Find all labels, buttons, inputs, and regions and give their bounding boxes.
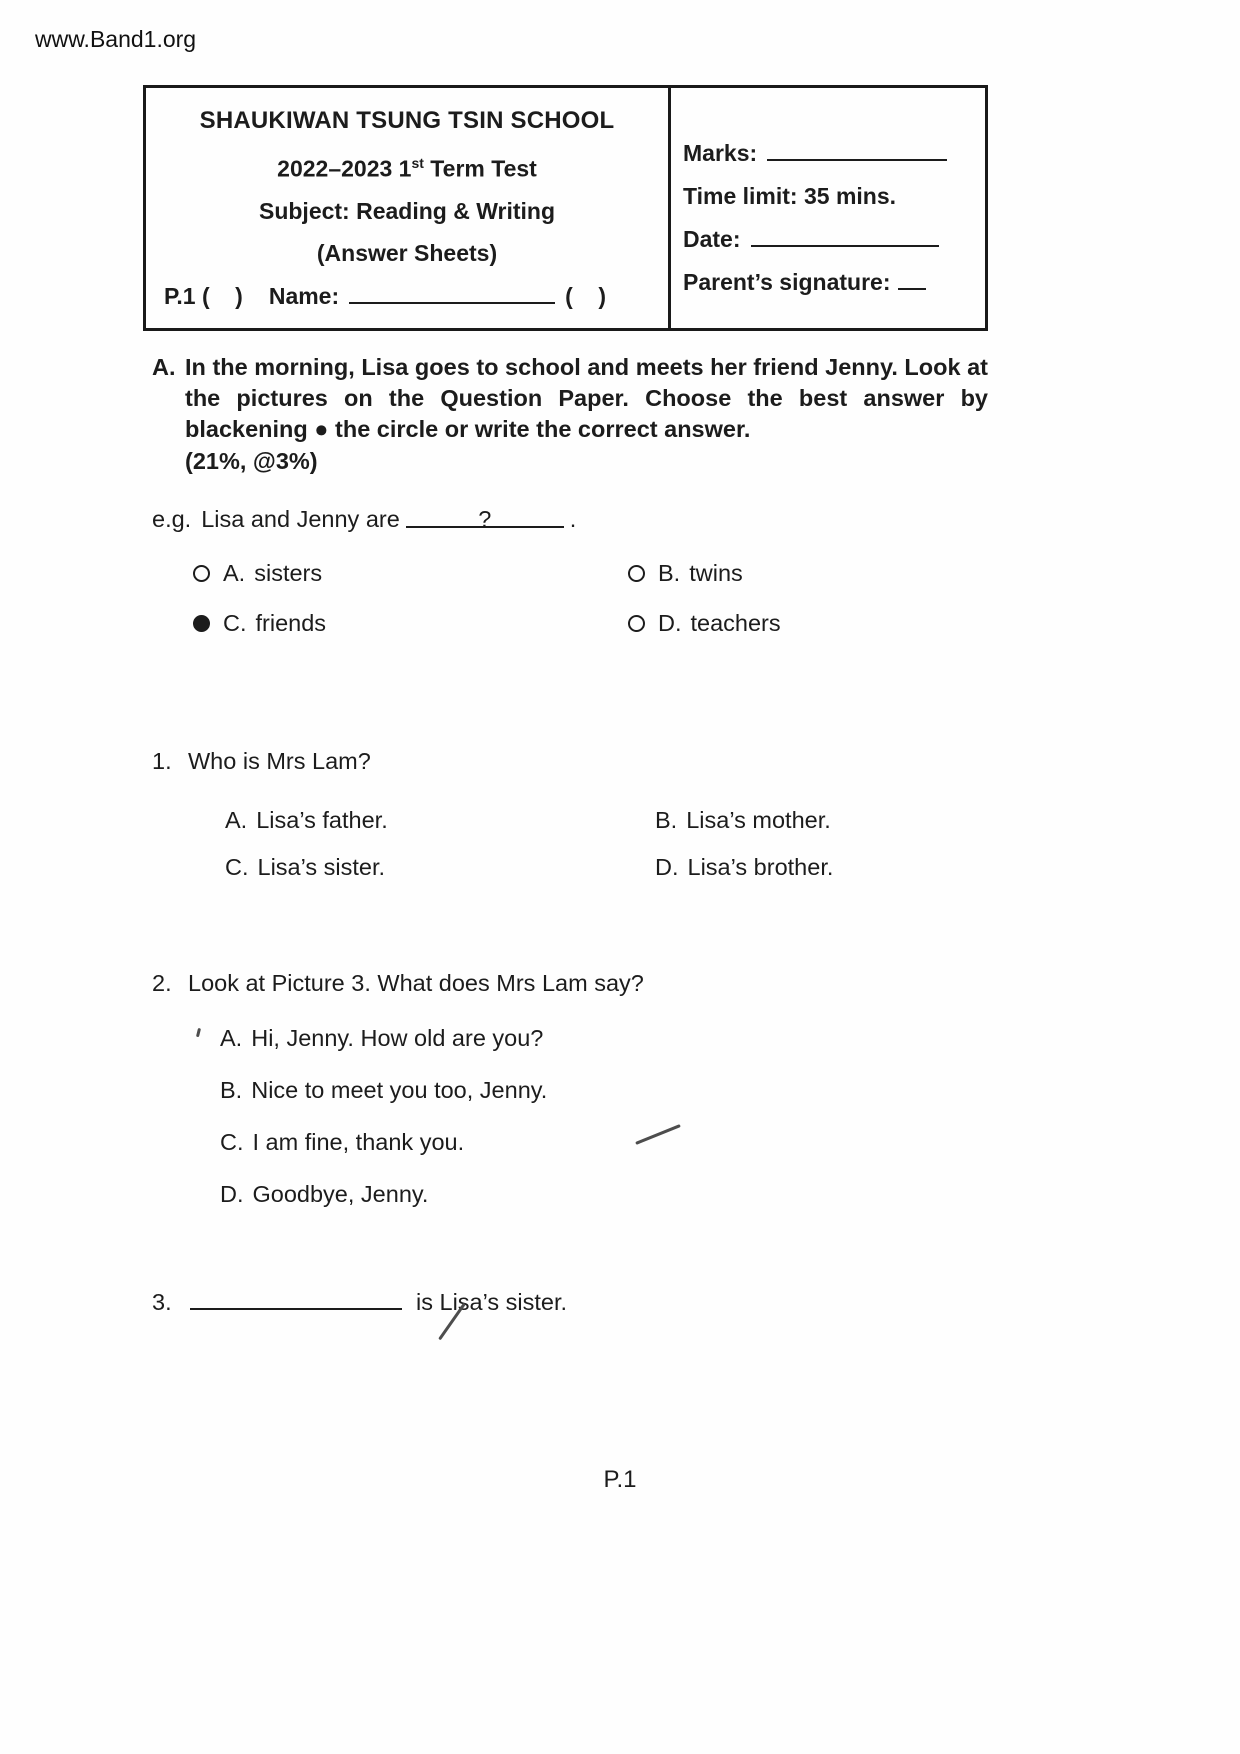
sheet-type-line: (Answer Sheets) xyxy=(316,239,498,266)
option-text: Lisa’s mother. xyxy=(686,807,831,833)
question-1-option-b xyxy=(655,806,833,835)
page-number-footer: P.1 xyxy=(603,1466,637,1493)
term-suffix: Term Test xyxy=(423,155,537,182)
header-left-panel xyxy=(146,88,668,328)
example-options xyxy=(193,559,781,638)
site-watermark: www.Band1.org xyxy=(35,26,197,52)
option-letter: B. xyxy=(220,1077,243,1103)
term-title xyxy=(146,148,668,184)
time-limit-row xyxy=(683,181,975,211)
answer-circle-a xyxy=(193,565,210,582)
question-1-option-d xyxy=(655,853,833,882)
example-stem: Lisa and Jenny are xyxy=(201,506,400,532)
option-text: friends xyxy=(255,610,327,636)
option-letter: B. xyxy=(658,560,681,586)
term-prefix: 2022–2023 1 xyxy=(277,155,412,182)
question-text: is Lisa’s sister. xyxy=(416,1289,568,1315)
section-marks-note: (21%, @3%) xyxy=(185,448,318,474)
example-stem-row xyxy=(152,506,781,533)
question-2-option-d xyxy=(220,1180,644,1209)
example-option-b xyxy=(628,559,781,588)
signature-blank xyxy=(898,268,926,290)
class-number-label: ( ) xyxy=(565,282,607,309)
question-3-stem xyxy=(152,1288,567,1316)
option-letter: C. xyxy=(220,1129,244,1155)
question-2-option-a xyxy=(220,1024,644,1053)
example-answer-blank: ? xyxy=(406,506,564,528)
question-2-options xyxy=(220,1024,644,1209)
signature-row xyxy=(683,267,975,297)
subject-line: Subject: Reading & Writing xyxy=(258,197,556,224)
question-3 xyxy=(152,1288,567,1316)
option-text: twins xyxy=(689,560,743,586)
option-text: I am fine, thank you. xyxy=(252,1129,465,1155)
example-prefix: e.g. xyxy=(152,506,192,532)
example-option-d xyxy=(628,609,781,638)
section-label: A. xyxy=(152,354,176,380)
question-number: 2. xyxy=(152,970,172,996)
example-period: . xyxy=(569,506,577,532)
date-label: Date: xyxy=(683,226,741,252)
option-letter: A. xyxy=(225,807,248,833)
term-ordinal: st xyxy=(411,155,424,171)
question-text: Look at Picture 3. What does Mrs Lam say? xyxy=(188,970,644,996)
option-text: Goodbye, Jenny. xyxy=(252,1181,429,1207)
time-limit-label: Time limit: 35 mins. xyxy=(683,183,897,209)
marks-label: Marks: xyxy=(683,140,758,166)
class-label: P.1 ( ) xyxy=(164,282,243,309)
question-1-option-c xyxy=(225,853,655,882)
question-1-options xyxy=(225,806,833,882)
answer-circle-b xyxy=(628,565,645,582)
header-right-panel xyxy=(668,88,985,328)
school-name: SHAUKIWAN TSUNG TSIN SCHOOL xyxy=(199,107,615,134)
question-1-option-a xyxy=(225,806,655,835)
date-blank xyxy=(751,225,939,247)
question-3-answer-blank xyxy=(190,1288,402,1310)
option-letter: C. xyxy=(225,854,249,880)
option-letter: D. xyxy=(655,854,679,880)
header-box xyxy=(143,85,988,331)
question-1-stem xyxy=(152,748,833,775)
marks-row xyxy=(683,138,975,168)
question-2 xyxy=(152,970,644,1232)
name-blank xyxy=(349,282,555,304)
name-label: Name: xyxy=(268,282,340,309)
question-2-option-b xyxy=(220,1076,644,1105)
option-letter: B. xyxy=(655,807,678,833)
section-instructions-text: In the morning, Lisa goes to school and meets her friend Jenny. Look at the pictures on the Question Paper. Choose the best answer by blackening ● the circle or write the correct answer. xyxy=(185,354,988,442)
date-row xyxy=(683,224,975,254)
example-question xyxy=(152,506,781,638)
option-text: teachers xyxy=(690,610,781,636)
option-text: sisters xyxy=(254,560,323,586)
question-number: 1. xyxy=(152,748,172,774)
option-letter: D. xyxy=(658,610,682,636)
option-text: Lisa’s sister. xyxy=(257,854,386,880)
name-row xyxy=(146,278,668,310)
example-option-a xyxy=(193,559,628,588)
question-text: Who is Mrs Lam? xyxy=(188,748,371,774)
question-2-stem xyxy=(152,970,644,997)
option-letter: C. xyxy=(223,610,247,636)
answer-circle-d xyxy=(628,615,645,632)
option-text: Nice to meet you too, Jenny. xyxy=(251,1077,548,1103)
option-text: Lisa’s father. xyxy=(256,807,388,833)
question-1 xyxy=(152,748,833,882)
section-a-instructions xyxy=(152,352,988,477)
option-letter: D. xyxy=(220,1181,244,1207)
marks-blank xyxy=(767,139,947,161)
answer-circle-c-filled xyxy=(193,615,210,632)
option-letter: A. xyxy=(223,560,246,586)
option-letter: A. xyxy=(220,1025,243,1051)
question-2-option-c xyxy=(220,1128,644,1157)
signature-label: Parent’s signature: xyxy=(683,269,891,295)
section-body xyxy=(185,352,988,477)
example-option-c xyxy=(193,609,628,638)
question-number: 3. xyxy=(152,1289,172,1315)
option-text: Lisa’s brother. xyxy=(687,854,834,880)
option-text: Hi, Jenny. How old are you? xyxy=(251,1025,544,1051)
